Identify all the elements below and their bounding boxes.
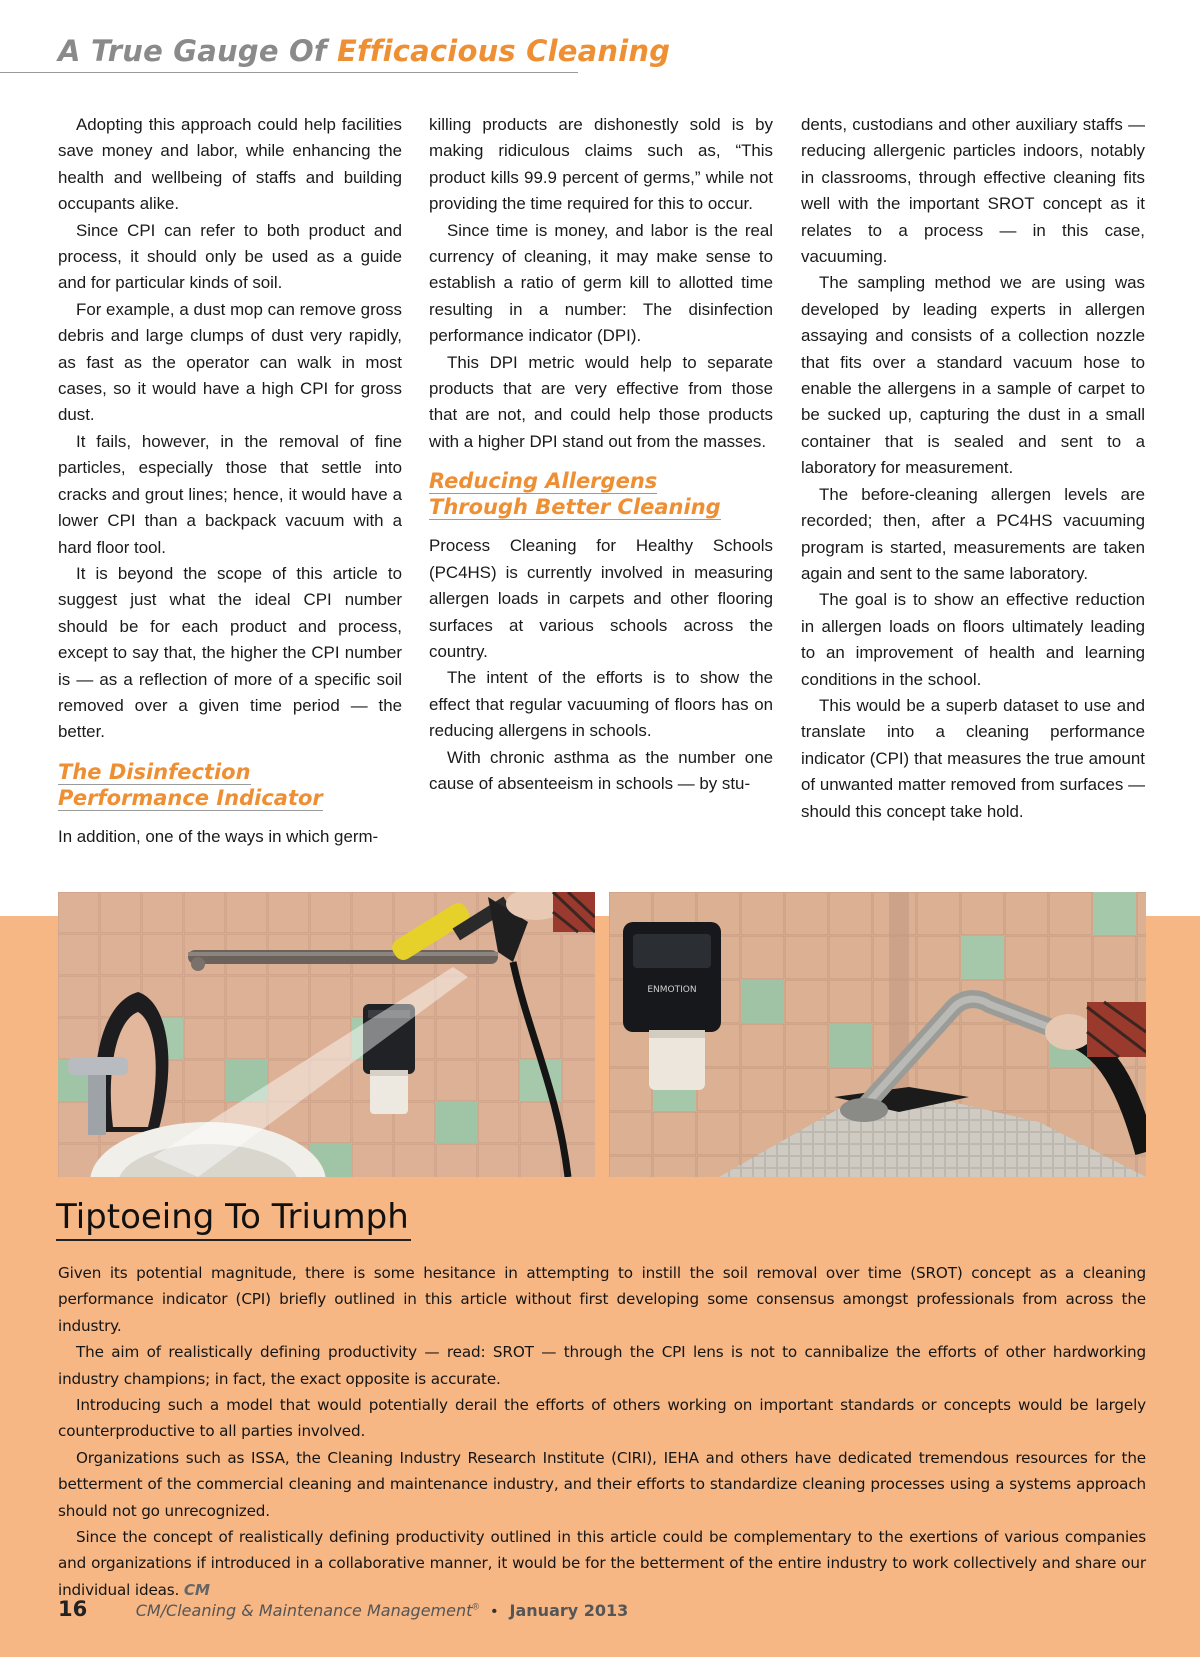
footer-bullet: • — [491, 1603, 498, 1620]
col2-paragraph: Since time is money, and labor is the real currency of cleaning, it may make sense to establish a ratio of germ kill to allotted time resulting in a number: The disinfection performance indicator (DPI). — [429, 220, 773, 346]
sidebar-paragraph: Introducing such a model that would potentially derail the efforts of others working on important standards or concepts would be largely counterproductive to all parties involved. — [58, 1396, 1146, 1441]
subhead-allergens — [429, 468, 773, 520]
issue-date: January 2013 — [509, 1601, 629, 1620]
col1-paragraph: It is beyond the scope of this article to suggest just what the ideal CPI number should be for each product and process, except to say that, the higher the CPI number is — as a reflection of more of a specific soil removed over a given time period — the better. — [58, 563, 402, 742]
publication-name: CM/Cleaning & Maintenance Management — [135, 1601, 473, 1620]
col3-paragraph: The before-cleaning allergen levels are recorded; then, after a PC4HS vacuuming program is started, measurements are taken again and sent to the same laboratory. — [801, 484, 1145, 583]
sidebar-paragraph — [58, 1524, 1146, 1603]
page-number: 16 — [58, 1597, 88, 1621]
title-rule — [0, 72, 578, 73]
subhead-line: Performance Indicator — [58, 785, 323, 810]
page-title — [58, 34, 670, 68]
subhead-line: Reducing Allergens — [429, 469, 658, 494]
col3-paragraph: This would be a superb dataset to use and translate into a cleaning performance indicator (CPI) that measures the true amount of unwanted matter removed from surfaces — should this concept take hold. — [801, 695, 1145, 821]
subhead-line: The Disinfection — [58, 759, 251, 784]
vacuum-corner-photo — [609, 892, 1146, 1177]
col2-paragraph: Process Cleaning for Healthy Schools (PC4HS) is currently involved in measuring allergen loads in carpets and other flooring surfaces at various schools across the country. — [429, 536, 773, 661]
col1-paragraph: For example, a dust mop can remove gross debris and large clumps of dust very rapidly, as fast as the operator can walk in most cases, so it would have a high CPI for gross dust. — [58, 299, 402, 425]
subhead-line: Through Better Cleaning — [429, 495, 721, 520]
col2-paragraph: The intent of the efforts is to show the effect that regular vacuuming of floors has on reducing allergens in schools. — [429, 668, 773, 741]
toilet-spray-photo — [58, 892, 595, 1177]
page-title-part2: Efficacious Cleaning — [336, 34, 671, 68]
sidebar-paragraph: Given its potential magnitude, there is some hesitance in attempting to instill the soil removal over time (SROT) concept as a cleaning performance indicator (CPI) briefly outlined in this article without first developing some consensus amongst professionals from across the industry. — [58, 1264, 1146, 1335]
sidebar-paragraph: Organizations such as ISSA, the Cleaning Industry Research Institute (CIRI), IEHA and others have dedicated tremendous resources for the betterment of the commercial cleaning and maintenance industry, and their efforts to standardize cleaning processes using a systems approach should not go unrecognized. — [58, 1448, 1146, 1520]
col1-paragraph: Since CPI can refer to both product and process, it should only be used as a guide and for particular kinds of soil. — [58, 220, 402, 293]
col3-paragraph: dents, custodians and other auxiliary staffs — reducing allergenic particles indoors, notably in classrooms, through effective cleaning fits well with the important SROT concept as it relates to a process — in this case, vacuuming. — [801, 115, 1145, 267]
page-footer — [58, 1597, 628, 1621]
registered-mark: ® — [472, 1601, 480, 1612]
sidebar-title: Tiptoeing To Triumph — [56, 1195, 411, 1241]
col3-paragraph: The sampling method we are using was developed by leading experts in allergen assaying and consists of a collection nozzle that fits over a standard vacuum hose to enable the allergens in a sample of carpet to be sucked up, capturing the dust in a small container that is sealed and sent to a laboratory for measurement. — [801, 273, 1145, 478]
article-column-3 — [801, 112, 1145, 825]
col2-paragraph: killing products are dishonestly sold is by making ridiculous claims such as, “This product kills 99.9 percent of germs,” while not providing the time required for this to occur. — [429, 115, 773, 214]
col1-paragraph: In addition, one of the ways in which germ- — [58, 826, 379, 846]
col2-paragraph: With chronic asthma as the number one cause of absenteeism in schools — by stu- — [429, 747, 773, 793]
article-column-2 — [429, 112, 773, 797]
subhead-disinfection — [58, 759, 402, 811]
dispenser-label: ENMOTION — [647, 985, 697, 995]
sidebar-body — [58, 1260, 1146, 1603]
sidebar-last-text: Since the concept of realistically defining productivity outlined in this article could be complementary to the exertions of various companies and organizations if introduced in a collaborative manner, it would be for the betterment of the entire industry to work collectively and share our individual ideas. — [58, 1528, 1146, 1599]
col2-paragraph: This DPI metric would help to separate products that are very effective from those that are not, and could help those products with a higher DPI stand out from the masses. — [429, 352, 773, 451]
col1-paragraph: It fails, however, in the removal of fine particles, especially those that settle into cracks and grout lines; hence, it would have a lower CPI than a backpack vacuum with a hard floor tool. — [58, 431, 402, 557]
page-title-part1: A True Gauge Of — [58, 34, 337, 68]
signoff-logo: CM — [183, 1580, 210, 1599]
col3-paragraph: The goal is to show an effective reduction in allergen loads on floors ultimately leading to an improvement of health and learning conditions in the school. — [801, 590, 1145, 689]
article-column-1 — [58, 112, 402, 850]
sidebar-paragraph: The aim of realistically defining productivity — read: SROT — through the CPI lens is not to cannibalize the efforts of other hardworking industry champions; in fact, the exact opposite is accurate. — [58, 1343, 1146, 1388]
col1-paragraph: Adopting this approach could help facilities save money and labor, while enhancing the health and wellbeing of staffs and building occupants alike. — [58, 115, 402, 214]
